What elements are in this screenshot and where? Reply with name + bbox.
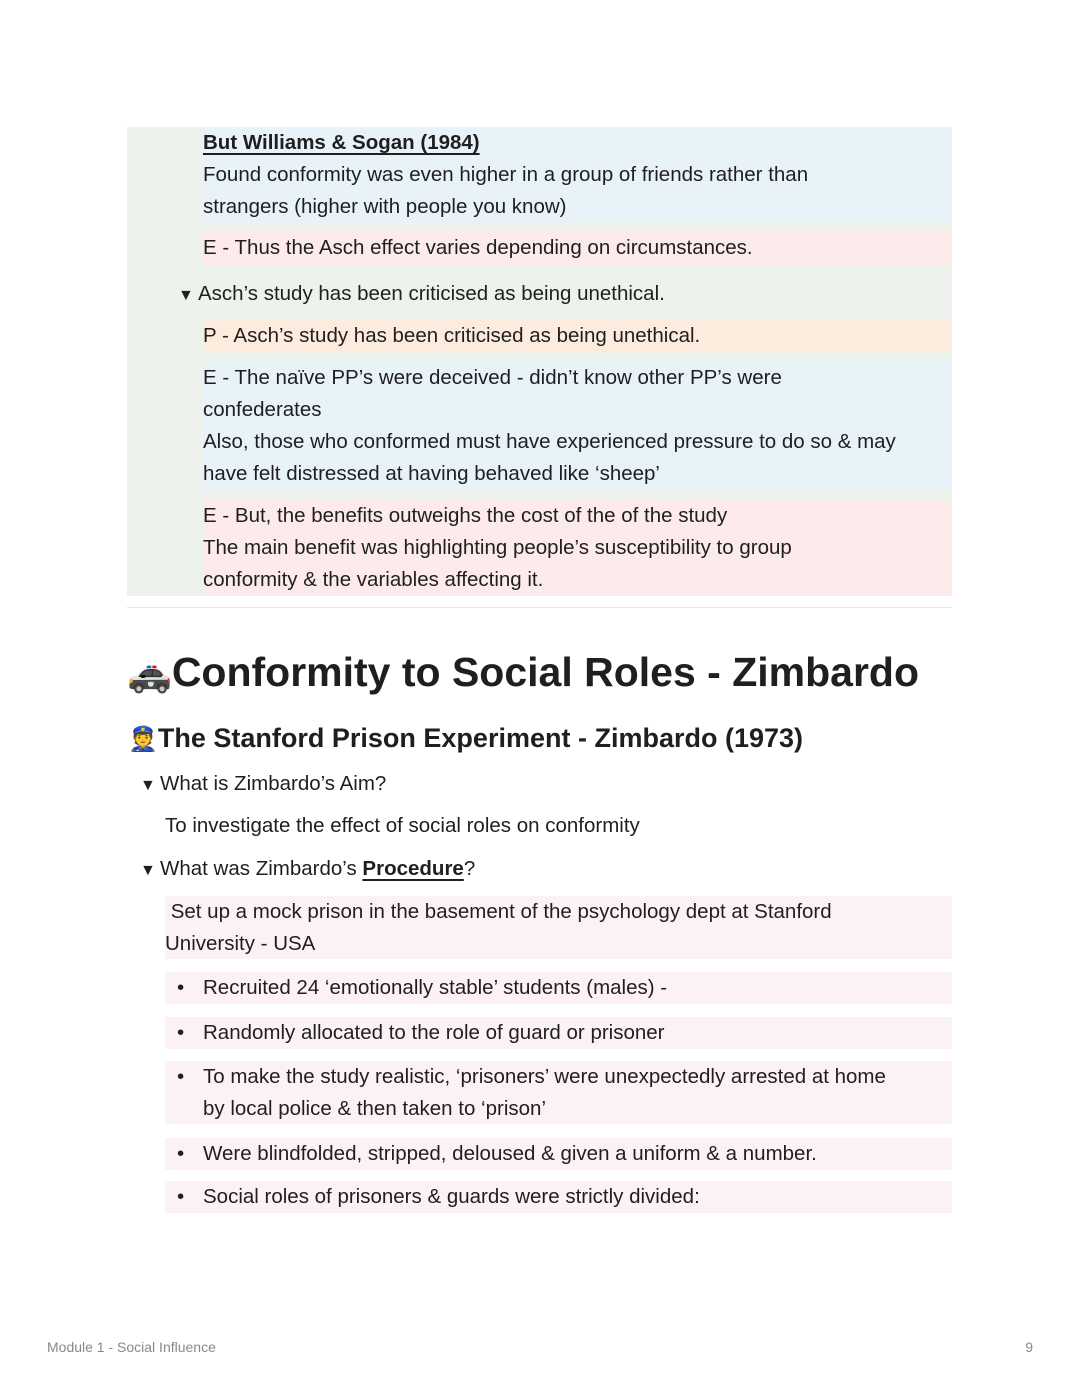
e-deceived-text-1: E - The naïve PP’s were deceived - didn’t know other PP’s were confederates [203, 366, 782, 421]
aim-question: What is Zimbardo’s Aim? [160, 772, 387, 795]
bullet-icon: • [177, 1142, 185, 1165]
toggle-triangle-icon[interactable]: ▼ [140, 862, 156, 879]
procedure-question-prefix: What was Zimbardo’s [160, 857, 363, 880]
heading1-text: Conformity to Social Roles - Zimbardo [171, 649, 919, 695]
e-deceived-block [203, 362, 952, 490]
p-unethical-block: P - Asch’s study has been criticised as being unethical. [203, 320, 952, 352]
bullet-icon: • [177, 1185, 185, 1208]
williams-title: But Williams & Sogan (1984) [203, 131, 480, 154]
procedure-intro: Set up a mock prison in the basement of the psychology dept at Stanford University - USA [165, 896, 952, 959]
williams-text: Found conformity was even higher in a group of friends rather than strangers (higher with people you know) [203, 163, 809, 218]
toggle-triangle-icon[interactable]: ▼ [140, 777, 156, 794]
e-deceived-text-2: Also, those who conformed must have experienced pressure to do so & may have felt distressed at having behaved like ‘sheep’ [203, 430, 896, 485]
toggle-unethical[interactable] [178, 278, 665, 312]
bullet-icon: • [177, 1065, 185, 1088]
procedure-bullet [165, 1181, 952, 1213]
police-car-icon: 🚓 [127, 653, 172, 694]
bullet-text: Were blindfolded, stripped, deloused & given a uniform & a number. [203, 1142, 817, 1165]
bullet-text: Randomly allocated to the role of guard or prisoner [203, 1021, 665, 1044]
bullet-text: To make the study realistic, ‘prisoners’ were unexpectedly arrested at home by local police & then taken to ‘prison’ [203, 1065, 886, 1120]
e-but-text-1: E - But, the benefits outweighs the cost of the of the study [203, 504, 728, 527]
toggle-triangle-icon[interactable]: ▼ [178, 287, 194, 304]
heading2-text: The Stanford Prison Experiment - Zimbardo (1973) [157, 723, 804, 753]
e-thus-block: E - Thus the Asch effect varies depending on circumstances. [203, 232, 952, 265]
heading-conformity-social-roles [127, 646, 919, 700]
procedure-bullet [165, 1017, 952, 1049]
bullet-text: Recruited 24 ‘emotionally stable’ students (males) - [203, 976, 668, 999]
police-officer-icon: 👮 [128, 726, 158, 753]
procedure-question-suffix: ? [463, 857, 476, 880]
footer-page-number: 9 [1025, 1339, 1033, 1355]
aim-answer: To investigate the effect of social roles on conformity [165, 814, 640, 837]
williams-block [203, 127, 952, 222]
toggle-label: Asch’s study has been criticised as being unethical. [198, 282, 665, 305]
toggle-aim[interactable] [140, 768, 386, 802]
bullet-icon: • [177, 1021, 185, 1044]
heading-stanford-prison [128, 720, 803, 758]
bullet-icon: • [177, 976, 185, 999]
procedure-bullet [165, 1138, 952, 1170]
footer-module: Module 1 - Social Influence [47, 1339, 216, 1355]
e-but-block [203, 500, 952, 596]
divider [127, 607, 952, 608]
procedure-question-bold: Procedure [362, 857, 464, 880]
e-but-text-2: The main benefit was highlighting people’s susceptibility to group conformity & the variables affecting it. [203, 536, 792, 591]
toggle-procedure[interactable] [140, 853, 475, 887]
procedure-bullet [165, 1061, 952, 1124]
procedure-bullet [165, 972, 952, 1004]
bullet-text: Social roles of prisoners & guards were strictly divided: [203, 1185, 700, 1208]
